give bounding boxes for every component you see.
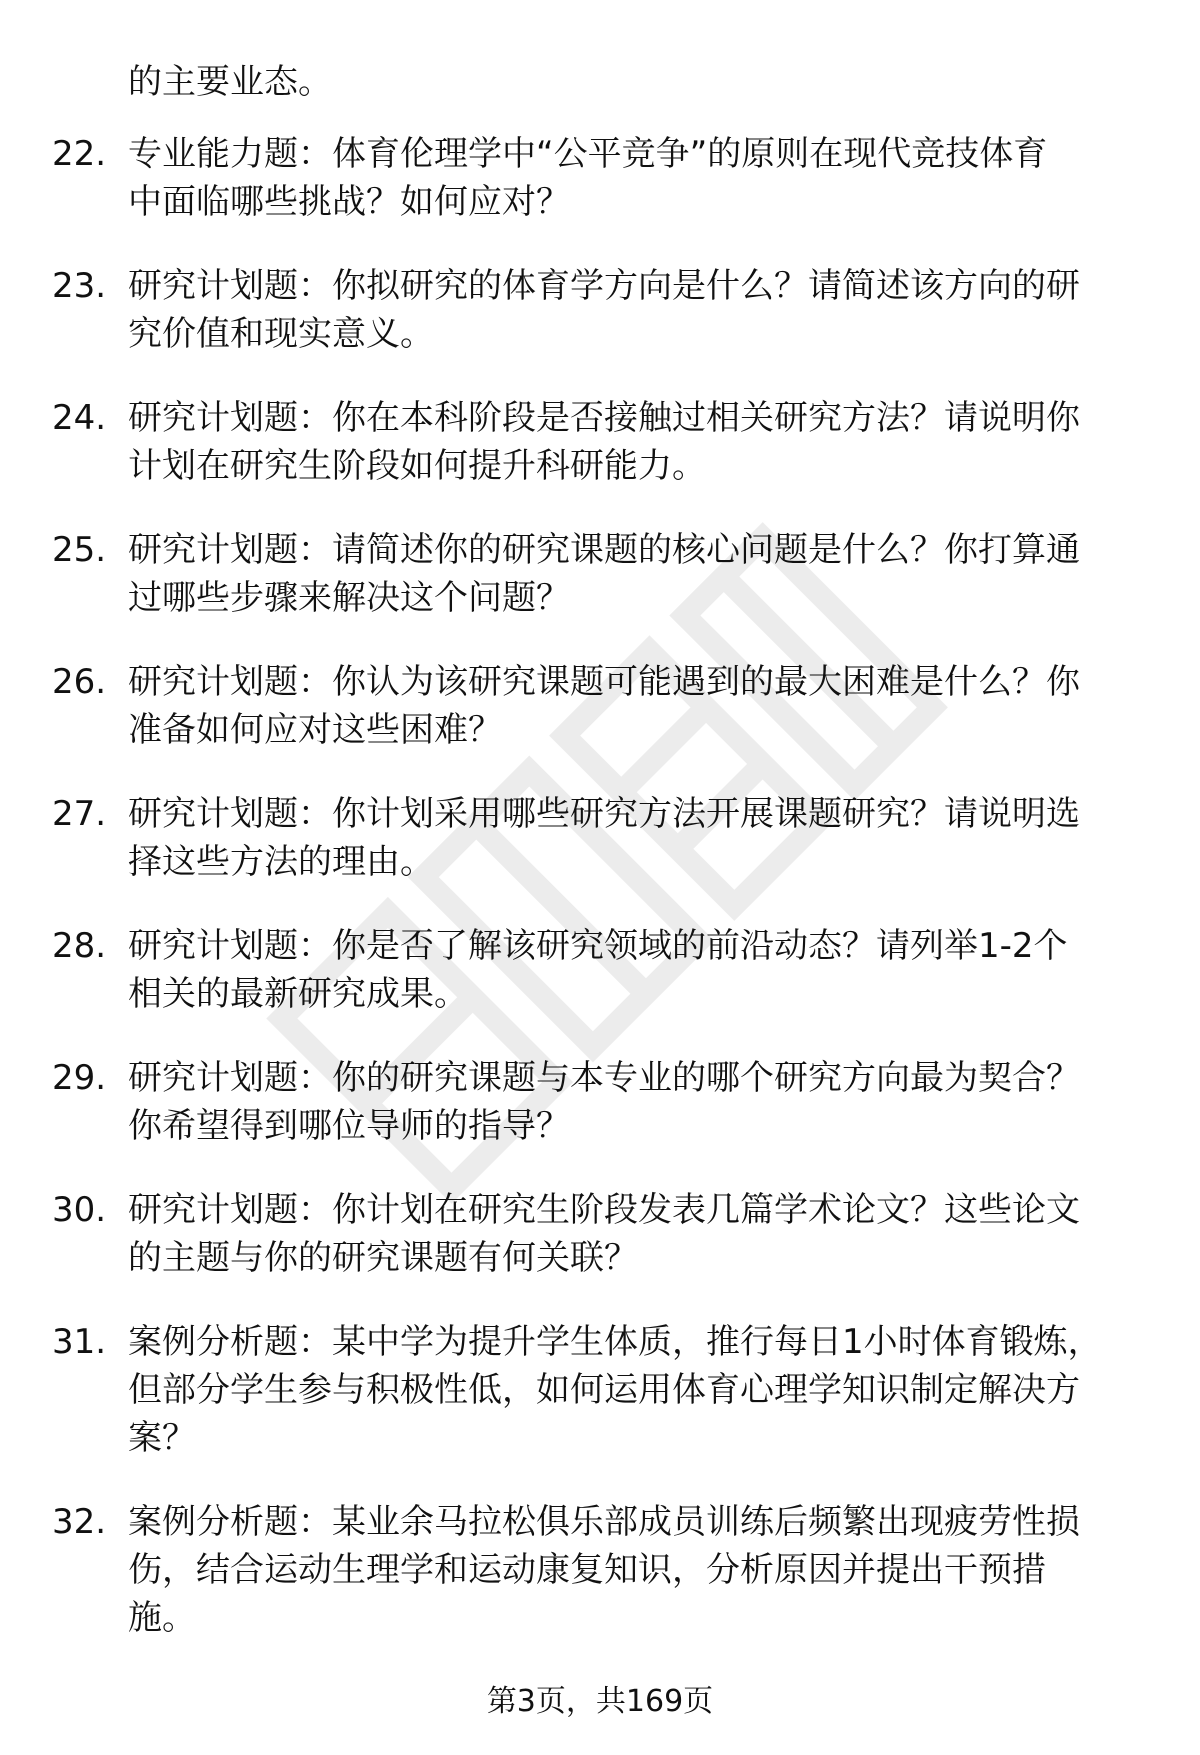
question-line: 中面临哪些挑战？如何应对？: [128, 182, 570, 222]
question-number: 30.: [52, 1190, 107, 1230]
question-text: [128, 262, 1148, 358]
question-number: 32.: [52, 1502, 107, 1542]
question-line: 研究计划题：你认为该研究课题可能遇到的最大困难是什么？你: [128, 662, 1080, 702]
question-line: 研究计划题：你计划在研究生阶段发表几篇学术论文？这些论文: [128, 1190, 1080, 1230]
question-number: 29.: [52, 1058, 107, 1098]
question-text: [128, 790, 1148, 886]
question-line: 研究计划题：你的研究课题与本专业的哪个研究方向最为契合？: [128, 1058, 1080, 1098]
question-text: [128, 1054, 1148, 1150]
question-line: 究价值和现实意义。: [128, 314, 434, 354]
question-number: 28.: [52, 926, 107, 966]
question-line: 研究计划题：你计划采用哪些研究方法开展课题研究？请说明选: [128, 794, 1080, 834]
question-text: [128, 922, 1148, 1018]
question-text: [128, 1498, 1148, 1642]
question-line: 案？: [128, 1418, 196, 1458]
question-number: 22.: [52, 134, 107, 174]
question-text: [128, 1318, 1148, 1462]
question-number: 25.: [52, 530, 107, 570]
question-number: 31.: [52, 1322, 107, 1362]
question-text: [128, 658, 1148, 754]
continuation-line: 的主要业态。: [128, 62, 332, 102]
question-line: 过哪些步骤来解决这个问题？: [128, 578, 570, 618]
question-line: 研究计划题：请简述你的研究课题的核心问题是什么？你打算通: [128, 530, 1080, 570]
question-line: 择这些方法的理由。: [128, 842, 434, 882]
question-line: 计划在研究生阶段如何提升科研能力。: [128, 446, 706, 486]
question-line: 准备如何应对这些困难？: [128, 710, 502, 750]
question-line: 的主题与你的研究课题有何关联？: [128, 1238, 638, 1278]
question-line: 施。: [128, 1598, 196, 1638]
question-text: [128, 130, 1148, 226]
question-line: 但部分学生参与积极性低，如何运用体育心理学知识制定解决方: [128, 1370, 1080, 1410]
question-text: [128, 394, 1148, 490]
question-number: 24.: [52, 398, 107, 438]
question-line: 相关的最新研究成果。: [128, 974, 468, 1014]
question-line: 案例分析题：某中学为提升学生体质，推行每日1小时体育锻炼，: [128, 1322, 1102, 1362]
question-line: 研究计划题：你拟研究的体育学方向是什么？请简述该方向的研: [128, 266, 1080, 306]
question-text: [128, 1186, 1148, 1282]
question-number: 27.: [52, 794, 107, 834]
question-line: 专业能力题：体育伦理学中“公平竞争”的原则在现代竞技体育: [128, 134, 1048, 174]
question-line: 研究计划题：你是否了解该研究领域的前沿动态？请列举1-2个: [128, 926, 1068, 966]
question-line: 研究计划题：你在本科阶段是否接触过相关研究方法？请说明你: [128, 398, 1080, 438]
question-line: 伤，结合运动生理学和运动康复知识，分析原因并提出干预措: [128, 1550, 1046, 1590]
question-line: 案例分析题：某业余马拉松俱乐部成员训练后频繁出现疲劳性损: [128, 1502, 1080, 1542]
question-text: [128, 526, 1148, 622]
question-number: 23.: [52, 266, 107, 306]
question-number: 26.: [52, 662, 107, 702]
page-footer: 第3页，共169页: [486, 1684, 714, 1719]
question-line: 你希望得到哪位导师的指导？: [128, 1106, 570, 1146]
